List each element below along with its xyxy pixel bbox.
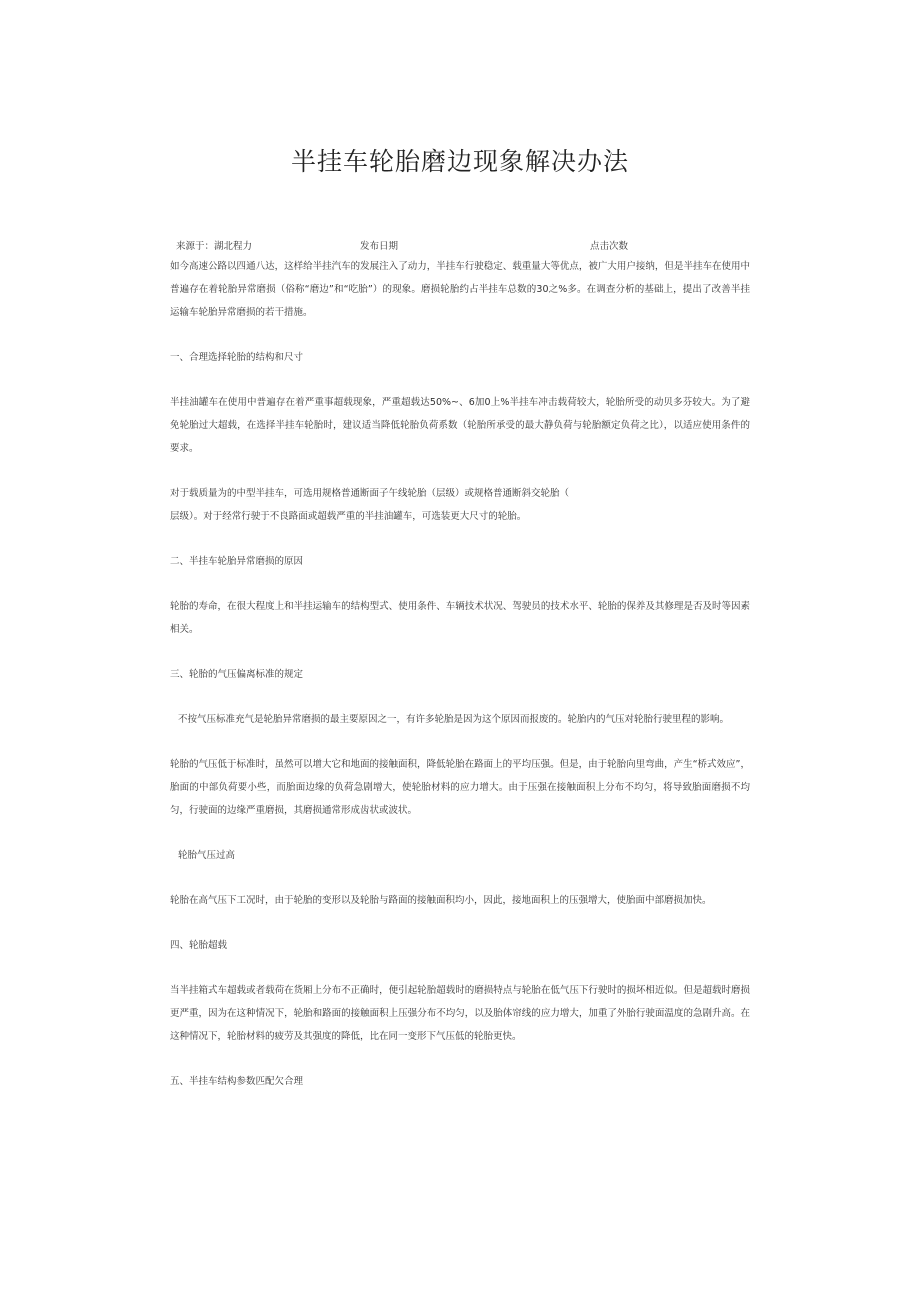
section-heading: 二、半挂车轮胎异常磨损的原因 <box>170 556 304 567</box>
section-heading: 一、合理选择轮胎的结构和尺寸 <box>170 352 304 363</box>
section-heading: 三、轮胎的气压偏离标准的规定 <box>170 669 304 680</box>
meta-click-count: 点击次数 <box>590 241 629 252</box>
paragraph: 对于载质量为的中型半挂车，可选用规格普通断面子午线轮胎（层级）或规格普通断斜交轮胎（ <box>170 488 570 499</box>
paragraph: 如今高速公路以四通八达，这样给半挂汽车的发展注入了动力，半挂车行驶稳定、载重量大等优点，被广大用户接纳，但是半挂车在使用中普遍存在着轮胎异常磨损（俗称“磨边”和“吃胎”）的现象。磨损轮胎约占半挂车总数的30之%多。在调查分析的基础上，提出了改善半挂运输车轮胎异常磨损的若干措施。 <box>170 261 750 318</box>
paragraph: 轮胎的气压低于标准时，虽然可以增大它和地面的接触面积，降低轮胎在路面上的平均压强。但是，由于轮胎向里弯曲，产生“桥式效应”，胎面的中部负荷要小些，而胎面边缘的负荷急剧增大，使轮胎材料的应力增大。由于压强在接触面积上分布不均匀，将导致胎面磨损不均匀，行驶面的边缘严重磨损，其磨损通常形成齿状或波状。 <box>170 759 750 816</box>
paragraph: 不按气压标准充气是轮胎异常磨损的最主要原因之一，有许多轮胎是因为这个原因而报废的。轮胎内的气压对轮胎行驶里程的影响。 <box>178 714 730 725</box>
document-title: 半挂车轮胎磨边现象解决办法 <box>290 147 629 176</box>
meta-publish-date: 发布日期 <box>360 241 399 252</box>
section-heading: 四、轮胎超载 <box>170 940 228 951</box>
document-body <box>170 255 750 1093</box>
paragraph: 轮胎的寿命，在很大程度上和半挂运输车的结构型式、使用条件、车辆技术状况、驾驶员的技术水平、轮胎的保养及其修理是否及时等因素相关。 <box>170 601 750 635</box>
meta-source: 来源于：湖北程力 <box>176 241 253 252</box>
paragraph: 层级）。对于经常行驶于不良路面或超载严重的半挂油罐车，可选装更大尺寸的轮胎。 <box>170 511 527 522</box>
paragraph: 当半挂箱式车超载或者载荷在货厢上分布不正确时，便引起轮胎超载时的磨损特点与轮胎在低气压下行驶时的损坏相近似。但是超载时磨损更严重，因为在这种情况下，轮胎和路面的接触面积上压强分布不均匀，以及胎体帘线的应力增大，加重了外胎行驶面温度的急剧升高。在这种情况下，轮胎材料的疲劳及其强度的降低，比在同一变形下气压低的轮胎更快。 <box>170 985 750 1042</box>
paragraph: 半挂油罐车在使用中普遍存在着严重事超载现象，严重超载达50%~、6加0上%半挂车冲击载荷较大，轮胎所受的动贝多芬较大。为了避免轮胎过大超载，在选择半挂车轮胎时，建议适当降低轮胎负荷系数（轮胎所承受的最大静负荷与轮胎额定负荷之比），以适应使用条件的要求。 <box>170 397 750 454</box>
section-heading: 五、半挂车结构参数匹配欠合理 <box>170 1076 304 1087</box>
sub-heading: 轮胎气压过高 <box>178 850 236 861</box>
paragraph: 轮胎在高气压下工况时，由于轮胎的变形以及轮胎与路面的接触面积均小，因此，接地面积上的压强增大，使胎面中部磨损加快。 <box>170 895 712 906</box>
